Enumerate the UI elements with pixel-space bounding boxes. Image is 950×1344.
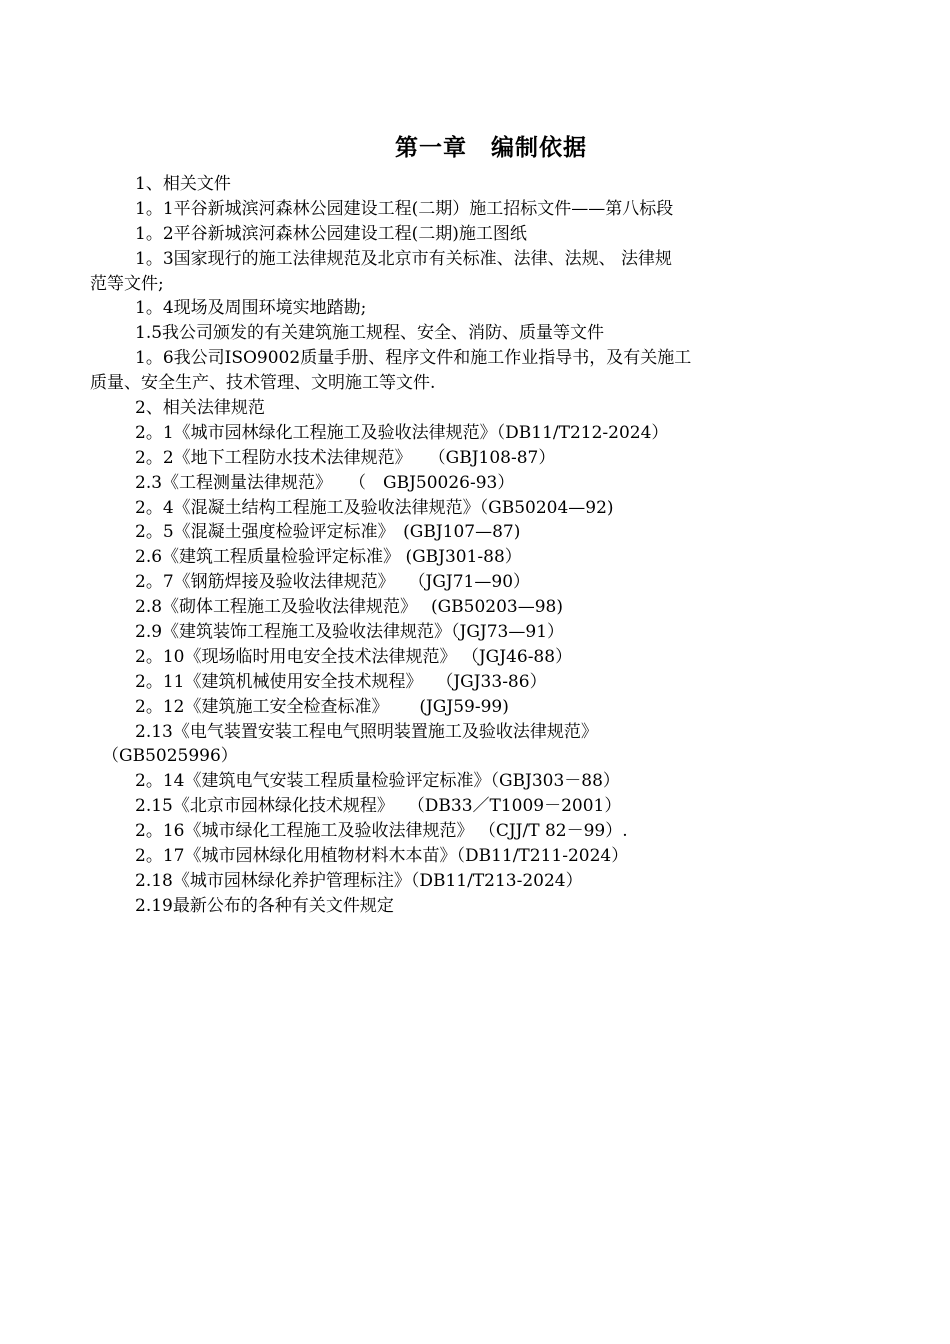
list-item-2-5: 2。5《混凝土强度检验评定标准》 (GBJ107—87) [135, 522, 521, 543]
section-heading-related-documents: 1、相关文件 [135, 174, 231, 194]
list-item-2-1: 2。1《城市园林绿化工程施工及验收法律规范》（DB11/T212-2024） [135, 422, 669, 443]
list-item-1-3: 1。3国家现行的施工法律规范及北京市有关标准、法律、法规、 法律规 [135, 248, 673, 269]
document-body [90, 172, 860, 919]
list-item-2-19: 2.19最新公布的各种有关文件规定 [135, 895, 394, 916]
list-item-2-11: 2。11《建筑机械使用安全技术规程》 （JGJ33-86） [135, 671, 547, 692]
list-item-1-5: 1.5我公司颁发的有关建筑施工规程、安全、消防、质量等文件 [135, 323, 605, 344]
list-item-2-8: 2.8《砌体工程施工及验收法律规范》 (GB50203—98) [135, 597, 563, 618]
list-item-2-2: 2。2《地下工程防水技术法律规范》 （GBJ108-87） [135, 447, 556, 468]
list-item-2-4: 2。4《混凝土结构工程施工及验收法律规范》（GB50204—92) [135, 497, 614, 518]
list-item-2-13: 2.13《电气装置安装工程电气照明装置施工及验收法律规范》 [135, 721, 598, 742]
list-item-2-3: 2.3《工程测量法律规范》 （ GBJ50026-93） [135, 472, 515, 493]
section-heading-related-regulations: 2、相关法律规范 [135, 398, 265, 419]
list-item-1-2: 1。2平谷新城滨河森林公园建设工程(二期)施工图纸 [135, 223, 527, 244]
list-item-2-18: 2.18《城市园林绿化养护管理标注》（DB11/T213-2024） [135, 870, 583, 891]
list-item-2-17: 2。17《城市园林绿化用植物材料木本苗》（DB11/T211-2024） [135, 846, 629, 867]
list-item-2-10: 2。10《现场临时用电安全技术法律规范》 （JGJ46-88） [135, 646, 573, 667]
chapter-title: 第一章 编制依据 [395, 135, 587, 161]
list-item-2-9: 2.9《建筑装饰工程施工及验收法律规范》（JGJ73—91） [135, 622, 565, 643]
list-item-1-4: 1。4现场及周围环境实地踏勘; [135, 298, 367, 319]
list-item-2-12: 2。12《建筑施工安全检查标准》 (JGJ59-99) [135, 696, 509, 717]
list-item-2-13-continued: （GB5025996） [102, 746, 238, 767]
list-item-2-15: 2.15《北京市园林绿化技术规程》 （DB33／T1009－2001） [135, 796, 622, 817]
list-item-1-6-continued: 质量、安全生产、技术管理、文明施工等文件. [90, 373, 436, 394]
list-item-2-14: 2。14《建筑电气安装工程质量检验评定标准》（GBJ303－88） [135, 771, 620, 792]
list-item-2-16: 2。16《城市绿化工程施工及验收法律规范》 （CJJ/T 82－99）. [135, 821, 628, 842]
list-item-2-6: 2.6《建筑工程质量检验评定标准》 (GBJ301-88） [135, 547, 522, 568]
list-item-1-1: 1。1平谷新城滨河森林公园建设工程(二期）施工招标文件——第八标段 [135, 198, 674, 219]
list-item-2-7: 2。7《钢筋焊接及验收法律规范》 （JGJ71—90） [135, 572, 531, 593]
list-item-1-6: 1。6我公司ISO9002质量手册、程序文件和施工作业指导书，及有关施工 [135, 348, 692, 369]
list-item-1-3-continued: 范等文件; [90, 273, 164, 294]
